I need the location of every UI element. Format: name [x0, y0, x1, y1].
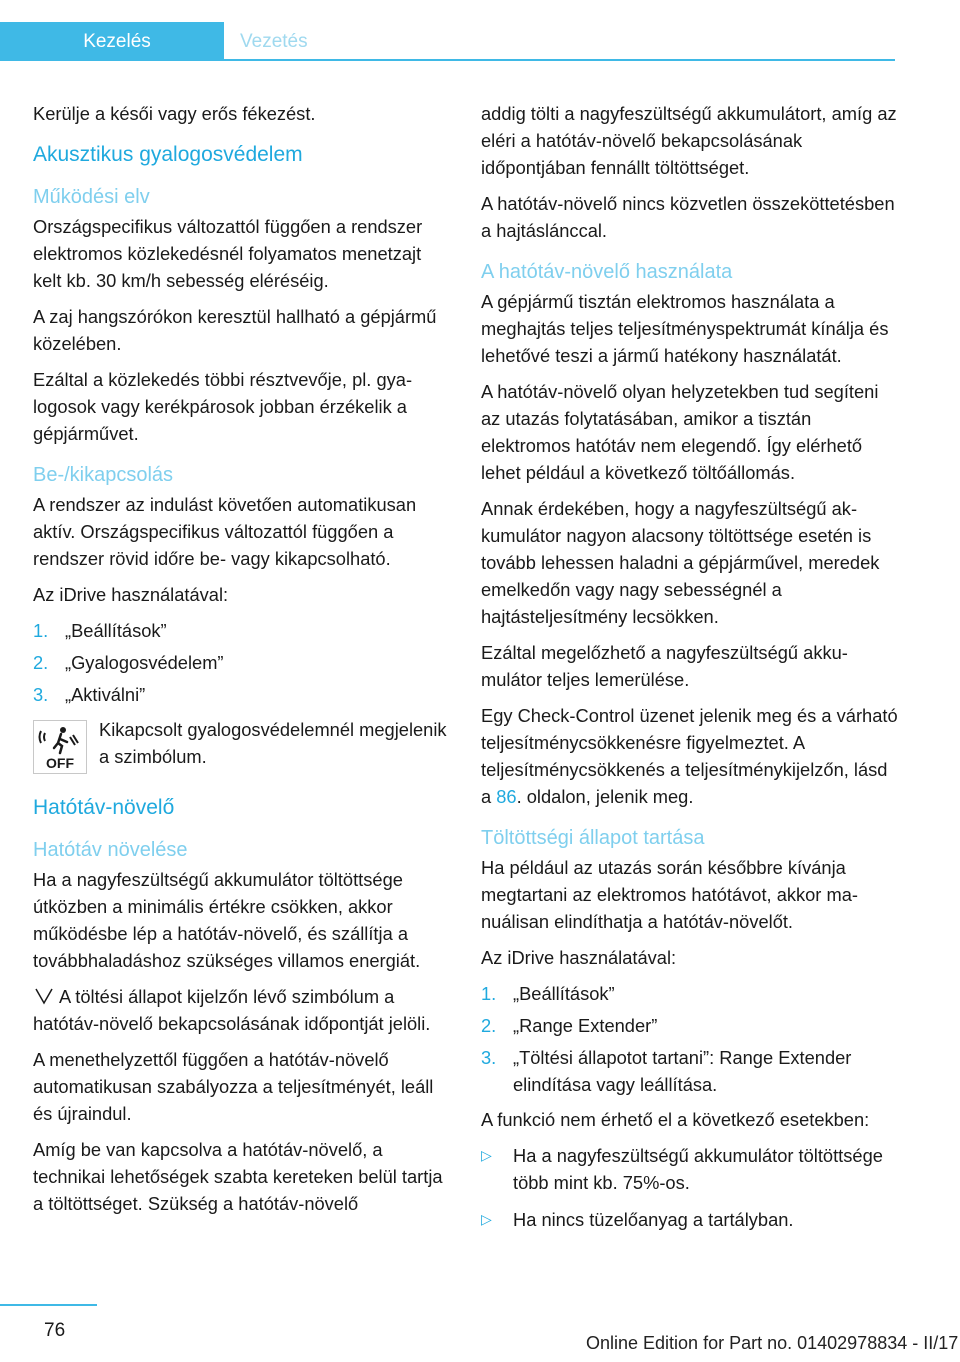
step-number: 2.: [481, 1015, 497, 1036]
step-number: 3.: [33, 684, 49, 705]
svg-text:OFF: OFF: [46, 755, 74, 771]
steps-list: [33, 617, 453, 708]
symbol-description: Kikapcsolt gyalogosvédelemnél megjelenik a szimbólum.: [99, 719, 447, 767]
pedestrian-protection-off-icon: [33, 720, 87, 774]
left-column: [33, 100, 453, 1226]
paragraph: Ha a nagyfeszültségű akkumulátor töltöttsége útközben a minimális értékre csökken, akkor működésbe lép a hatótáv-növelő, és szállítja a továbbhaladáshoz szükséges villamos energiát.: [33, 869, 421, 971]
paragraph: Amíg be van kapcsolva a hatótáv-növelő, a technikai lehetőségek szabta kereteken belül tartja a töltöttséget. Szükség a hatótáv-növelő: [33, 1139, 443, 1214]
symbol-note: [33, 716, 453, 780]
list-item: [481, 980, 901, 1007]
subsection-heading: Töltöttségi állapot tartása: [481, 827, 705, 849]
subsection-heading: Be-/kikapcsolás: [33, 464, 174, 486]
paragraph: Az iDrive használatával:: [481, 947, 677, 968]
triangle-bullet-icon: ▷: [481, 1211, 492, 1227]
page-reference-link[interactable]: 86: [496, 786, 517, 807]
paragraph-text: Egy Check-Control üzenet jelenik meg és a várható teljesítménycsökkenésre figyelmeztet. A teljesítménycsökkenés a teljesítménykijelzőn, lásd a: [481, 705, 898, 807]
paragraph: Kerülje a késői vagy erős fékezést.: [33, 103, 316, 124]
paragraph: Az iDrive használatával:: [33, 584, 229, 605]
paragraph: Ezáltal megelőzhető a nagyfeszültségű akkumulátor teljes lemerülése.: [481, 642, 848, 690]
step-text: „Aktiválni”: [65, 684, 146, 705]
charge-state-marker-icon: [33, 985, 55, 1003]
paragraph: A funkció nem érhető el a következő esetekben:: [481, 1109, 870, 1130]
paragraph: Annak érdekében, hogy a nagyfeszültségű akkumulátor nagyon alacsony töltöttsége esetén is tovább lehessen haladni a gépjárművel, meredek emelkedőn vagy nagy sebességnél a hajtásteljesítmény lecsökken.: [481, 498, 880, 627]
page-number: 76: [44, 1320, 66, 1341]
step-text: „Töltési állapotot tartani”: Range Extender elindítása vagy leállítása.: [513, 1047, 852, 1095]
step-text: „Beállítások”: [65, 620, 167, 641]
tab-vezetes[interactable]: Vezetés: [240, 31, 308, 52]
paragraph: A hatótáv-növelő nincs közvetlen összeköttetésben a hajtáslánccal.: [481, 193, 895, 241]
step-text: „Beállítások”: [513, 983, 615, 1004]
paragraph: A hatótáv-növelő olyan helyzetekben tud segíteni az utazás folytatásában, amikor a tisztán elektromos hatótáv nem elegendő. Így elérhető lehet például a következő töltőállomás.: [481, 381, 879, 483]
subsection-heading: Működési elv: [33, 186, 150, 208]
paragraph: addig tölti a nagyfeszültségű akkumulátort, amíg az eléri a hatótáv-növelő bekapcsolásának időpontjában fennállt töltöttséget.: [481, 103, 897, 178]
paragraph-with-link: [481, 702, 901, 810]
list-item: [481, 1206, 901, 1233]
paragraph: Ha például az utazás során későbbre kívánja megtartani az elektromos hatótávot, akkor manuálisan elindíthatja a hatótáv-növelőt.: [481, 857, 858, 932]
step-text: „Gyalogosvédelem”: [65, 652, 224, 673]
paragraph: Országspecifikus változattól függően a rendszer elektromos közlekedésnél folyamatos menetzajt kelt kb. 30 km/h sebesség eléréséig.: [33, 216, 423, 291]
tab-kezeles[interactable]: Kezelés: [0, 22, 224, 61]
step-number: 1.: [481, 983, 497, 1004]
right-column: [481, 100, 901, 1243]
list-item: [33, 649, 453, 676]
section-heading: Hatótáv-növelő: [33, 796, 175, 819]
subsection-heading: Hatótáv növelése: [33, 839, 188, 861]
list-item: [481, 1012, 901, 1039]
list-item: [33, 681, 453, 708]
list-item: [33, 617, 453, 644]
step-text: „Range Extender”: [513, 1015, 658, 1036]
paragraph: A rendszer az indulást követően automatikusan aktív. Országspecifikus változattól függően a rendszer rövid időre be- vagy kikapcsolható.: [33, 494, 417, 569]
step-number: 1.: [33, 620, 49, 641]
footer-divider: [0, 1304, 97, 1306]
header-bar: [0, 22, 895, 60]
paragraph-text: . oldalon, jelenik meg.: [516, 786, 694, 807]
steps-list: [481, 980, 901, 1098]
bullet-text: Ha a nagyfeszültségű akkumulátor töltöttsége több mint kb. 75%-os.: [513, 1145, 883, 1193]
list-item: [481, 1142, 901, 1196]
list-item: [481, 1044, 901, 1098]
section-heading: Akusztikus gyalogosvédelem: [33, 143, 303, 166]
step-number: 3.: [481, 1047, 497, 1068]
bullet-list: [481, 1142, 901, 1233]
bullet-text: Ha nincs tüzelőanyag a tartályban.: [513, 1209, 794, 1230]
step-number: 2.: [33, 652, 49, 673]
header-divider: [0, 59, 895, 61]
paragraph-with-icon: [33, 983, 453, 1037]
paragraph: Ezáltal a közlekedés többi résztvevője, pl. gyalogosok vagy kerékpárosok jobban érzékelik a gépjárművet.: [33, 369, 413, 444]
edition-note: Online Edition for Part no. 01402978834 - II/17: [586, 1333, 959, 1353]
paragraph: A zaj hangszórókon keresztül hallható a gépjármű közelében.: [33, 306, 437, 354]
paragraph: A gépjármű tisztán elektromos használata a meghajtás teljes teljesítményspektrumát kínálja és lehetővé teszi a jármű hatékony használatát.: [481, 291, 889, 366]
subsection-heading: A hatótáv-növelő használata: [481, 261, 733, 283]
triangle-bullet-icon: ▷: [481, 1147, 492, 1163]
paragraph-text: A töltési állapot kijelzőn lévő szimbólum a hatótáv-növelő bekapcsolásának időpontját jelöli.: [33, 986, 431, 1034]
paragraph: A menethelyzettől függően a hatótáv-növelő automatikusan szabályozza a teljesítményét, leáll és újraindul.: [33, 1049, 434, 1124]
